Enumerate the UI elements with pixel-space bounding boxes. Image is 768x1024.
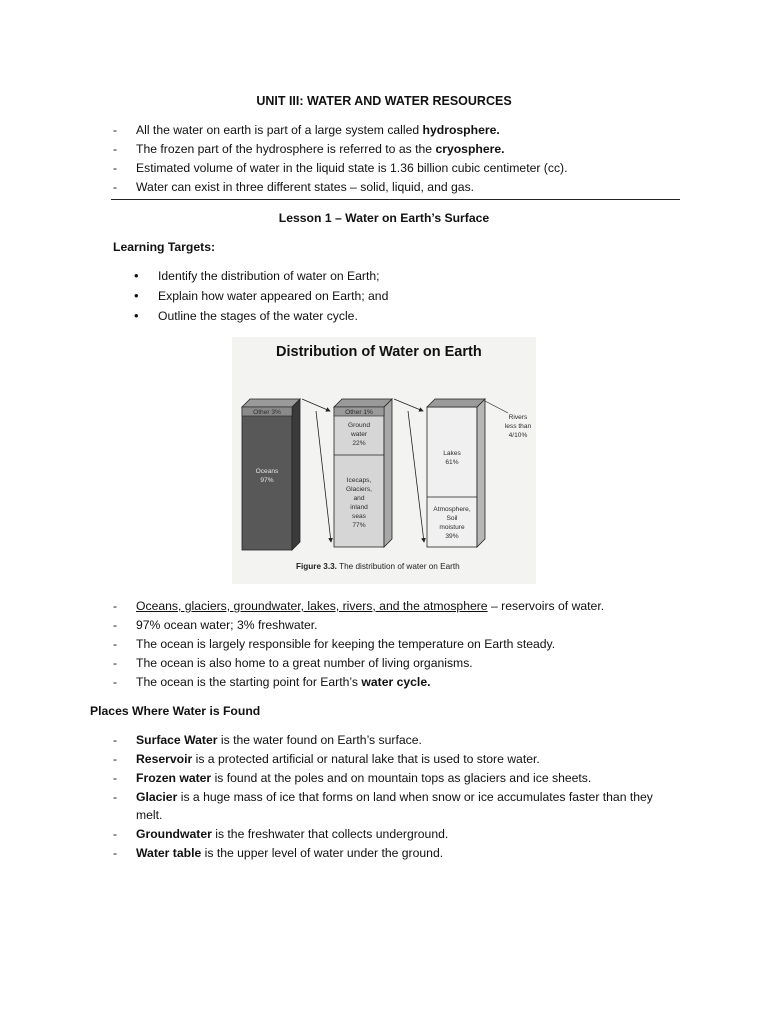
bar2-glaciers-label: Glaciers,: [345, 486, 373, 493]
bar2-other-label: Other 1%: [345, 409, 373, 416]
definition: is the freshwater that collects underground.: [211, 827, 449, 841]
bar3-lakes-label: Lakes: [443, 450, 461, 457]
bar3-soil-label: Soil: [446, 515, 458, 522]
definition: is a huge mass of ice that forms on land when snow or ice accumulates faster than they: [177, 790, 653, 804]
bar1-oceans-label: Oceans: [255, 468, 279, 475]
bar2-water-label: water: [350, 431, 368, 438]
arrow-bar1-to-bar2-top: [302, 399, 330, 411]
figure-caption-number: Figure 3.3.: [296, 562, 337, 571]
arrow-bar2-to-bar3-top: [394, 399, 423, 411]
dash-marker: -: [113, 123, 118, 137]
item-text: Identify the distribution of water on Earth;: [158, 269, 380, 283]
dash-marker: -: [113, 161, 118, 175]
bar1-oceans-value: 97%: [260, 477, 274, 484]
item-bold: water cycle.: [361, 675, 431, 689]
figure-title: Distribution of Water on Earth: [276, 344, 482, 360]
bar3-moisture-label: moisture: [439, 524, 465, 531]
learning-targets-heading: Learning Targets:: [113, 240, 216, 254]
term: Frozen water: [136, 771, 212, 785]
bar-surface-water: [427, 399, 485, 547]
bar2-top: [334, 399, 392, 407]
dash-marker: -: [113, 618, 118, 632]
bar2-ground-value: 22%: [352, 440, 366, 447]
rivers-callout-line: [485, 401, 508, 413]
bar2-and-label: and: [353, 495, 365, 502]
definition: is found at the poles and on mountain tops as glaciers and ice sheets.: [211, 771, 592, 785]
bar3-lakes-value: 61%: [445, 459, 459, 466]
reservoirs-underlined: Oceans, glaciers, groundwater, lakes, rivers, and the atmosphere: [136, 599, 488, 613]
rivers-callout-label-2: less than: [504, 423, 532, 430]
definition: is a protected artificial or natural lake that is used to store water.: [192, 752, 540, 766]
dash-marker: -: [113, 733, 118, 747]
bar3-top: [427, 399, 485, 407]
bar2-icecaps-value: 77%: [352, 522, 366, 529]
item-bold: cryosphere.: [435, 142, 505, 156]
item-text: All the water on earth is part of a large system called: [136, 123, 423, 137]
bar-freshwater: [334, 399, 392, 547]
bullet-marker: •: [134, 308, 139, 323]
arrow-bar2-to-bar3-bottom: [408, 411, 424, 542]
bar2-seas-label: seas: [352, 513, 366, 520]
bar2-ground-label: Ground: [348, 422, 370, 429]
item-text: The ocean is the starting point for Earth’s: [136, 675, 362, 689]
figure-caption: [296, 562, 460, 571]
bullet-marker: •: [134, 288, 139, 303]
bar2-icecaps-label: Icecaps,: [346, 477, 372, 484]
dash-marker: -: [113, 180, 118, 194]
bar1-side: [292, 399, 300, 550]
lesson-title: Lesson 1 – Water on Earth’s Surface: [278, 211, 490, 225]
arrow-bar1-to-bar2-bottom: [316, 411, 331, 542]
definition: is the upper level of water under the ground.: [201, 846, 444, 860]
dash-marker: -: [113, 752, 118, 766]
bar1-other-label: Other 3%: [253, 409, 281, 416]
dash-marker: -: [113, 637, 118, 651]
term: Glacier: [136, 790, 178, 804]
item-text: The ocean is also home to a great number of living organisms.: [136, 656, 473, 670]
term: Surface Water: [136, 733, 218, 747]
bar2-inland-label: inland: [350, 504, 368, 511]
definition: is the water found on Earth’s surface.: [217, 733, 422, 747]
dash-marker: -: [113, 771, 118, 785]
rivers-callout-label: Rivers: [508, 414, 528, 421]
item-bold: hydrosphere.: [422, 123, 500, 137]
term: Reservoir: [136, 752, 193, 766]
dash-marker: -: [113, 656, 118, 670]
definition-continuation: melt.: [136, 808, 163, 822]
dash-marker: -: [113, 599, 118, 613]
dash-marker: -: [113, 827, 118, 841]
dash-marker: -: [113, 142, 118, 156]
bar2-side: [384, 399, 392, 547]
bar-oceans: [242, 399, 300, 550]
bar3-atmosphere-value: 39%: [445, 533, 459, 540]
term: Groundwater: [136, 827, 212, 841]
water-distribution-figure: [232, 337, 536, 584]
water-distribution-diagram: [232, 337, 536, 584]
figure-caption-text: The distribution of water on Earth: [336, 562, 460, 571]
item-text: Outline the stages of the water cycle.: [158, 309, 358, 323]
item-text: Estimated volume of water in the liquid state is 1.36 billion cubic centimeter (cc).: [136, 161, 568, 175]
places-heading: Places Where Water is Found: [90, 704, 261, 718]
dash-marker: -: [113, 846, 118, 860]
term: Water table: [136, 846, 202, 860]
dash-marker: -: [113, 675, 118, 689]
item-text: The frozen part of the hydrosphere is referred to as the: [136, 142, 436, 156]
horizontal-rule: [111, 199, 680, 200]
item-text: Water can exist in three different states – solid, liquid, and gas.: [136, 180, 475, 194]
bar3-side: [477, 399, 485, 547]
item-text: 97% ocean water; 3% freshwater.: [136, 618, 318, 632]
item-text: Explain how water appeared on Earth; and: [158, 289, 389, 303]
rivers-callout-value: 4/10%: [508, 432, 528, 439]
item-text: – reservoirs of water.: [487, 599, 605, 613]
bullet-marker: •: [134, 268, 139, 283]
unit-title: UNIT III: WATER AND WATER RESOURCES: [256, 94, 512, 108]
bar1-top: [242, 399, 300, 407]
dash-marker: -: [113, 790, 118, 804]
item-text: The ocean is largely responsible for keeping the temperature on Earth steady.: [136, 637, 556, 651]
bar3-atmosphere-label: Atmosphere,: [433, 506, 471, 513]
